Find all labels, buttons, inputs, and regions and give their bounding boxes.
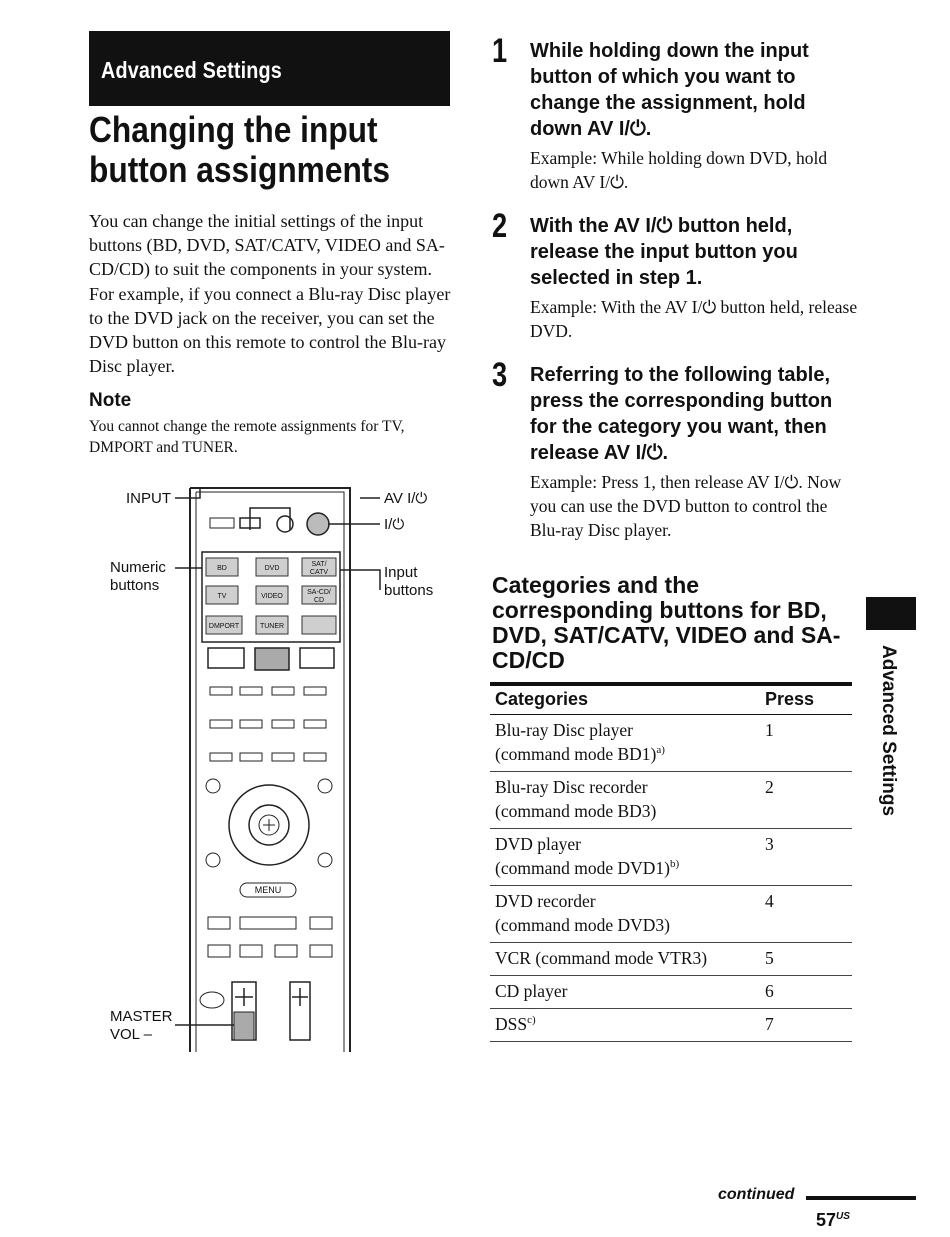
step-body: Example: With the AV I/⏻ button held, release DVD. <box>530 297 858 341</box>
table-row: DSS$^{c)}$ 7 <box>490 1009 852 1042</box>
col-categories: Categories <box>490 684 760 715</box>
step-1 <box>492 32 862 194</box>
table-row: DVD player (command mode DVD1)$^{b)}$ 3 <box>490 829 852 886</box>
col-press: Press <box>760 684 852 715</box>
sat-button-label-2: CATV <box>309 569 329 576</box>
callout-input-buttons: Input buttons <box>384 564 434 599</box>
step-3 <box>492 356 862 542</box>
sacd-button-label: SA-CD/ <box>307 589 331 596</box>
callout-input: INPUT <box>126 490 171 507</box>
table-row: CD player 6 <box>490 976 852 1009</box>
step-number: 3 <box>492 356 508 394</box>
menu-button-label: MENU <box>254 885 282 895</box>
tv-button-label: TV <box>217 593 227 600</box>
note-heading: Note <box>89 390 132 411</box>
sacd-button-label-2: CD <box>313 597 325 604</box>
side-tab-marker <box>866 597 916 630</box>
callout-numeric: Numeric buttons <box>110 559 166 594</box>
section-banner <box>89 31 450 106</box>
intro-paragraph: You can change the initial settings of the input buttons (BD, DVD, SAT/CATV, VIDEO and SA-CD/CD) to suit the components in your system. For example, if you connect a Blu-ray Disc player to the DVD jack on the receiver, you can set the DVD button on this remote to control the Blu-ray Disc player. <box>89 211 451 377</box>
note-text: You cannot change the remote assignments for TV, DMPORT and TUNER. <box>89 418 405 456</box>
callout-av-power: AV I/⏻ <box>384 490 428 507</box>
section-banner-label: Advanced Settings <box>101 57 282 83</box>
table-header-row <box>490 684 852 715</box>
table-row: DVD recorder (command mode DVD3) 4 <box>490 886 852 943</box>
dvd-button-label: DVD <box>264 565 280 572</box>
bd-button-label: BD <box>217 565 227 572</box>
step-heading: Referring to the following table, press the corresponding button for the category you want, then release AV I/⏻. <box>530 364 833 464</box>
page-number: $57^{US}$ <box>816 1210 850 1230</box>
dmport-button-label: DMPORT <box>208 623 240 630</box>
side-tab-label: Advanced Settings <box>878 645 899 817</box>
step-body: Example: Press 1, then release AV I/⏻. Now you can use the DVD button to control the Blu-ray Disc player. <box>530 472 842 540</box>
callout-master-vol: MASTER VOL – <box>110 1008 173 1043</box>
tuner-button-label: TUNER <box>259 623 285 630</box>
continued-label: continued <box>718 1186 795 1203</box>
video-button-label: VIDEO <box>261 593 283 600</box>
step-heading: With the AV I/⏻ button held, release the input button you selected in step 1. <box>530 215 798 289</box>
page-title: Changing the input button assignments <box>89 109 390 190</box>
categories-table <box>490 682 852 1042</box>
step-body: Example: While holding down DVD, hold down AV I/⏻. <box>530 148 828 192</box>
step-number: 1 <box>492 32 508 70</box>
callout-power: I/⏻ <box>384 516 405 533</box>
table-heading: Categories and the corresponding buttons for BD, DVD, SAT/CATV, VIDEO and SA-CD/CD <box>492 572 841 673</box>
table-row: Blu-ray Disc player (command mode BD1)$^{a)}$ 1 <box>490 715 852 772</box>
table-row: Blu-ray Disc recorder (command mode BD3) 2 <box>490 772 852 829</box>
table-row: VCR (command mode VTR3) 5 <box>490 943 852 976</box>
sat-button-label: SAT/ <box>311 561 327 568</box>
step-2 <box>492 207 862 343</box>
step-heading: While holding down the input button of which you want to change the assignment, hold down AV I/⏻. <box>530 40 809 140</box>
step-number: 2 <box>492 207 508 245</box>
continued-rule <box>806 1196 916 1200</box>
